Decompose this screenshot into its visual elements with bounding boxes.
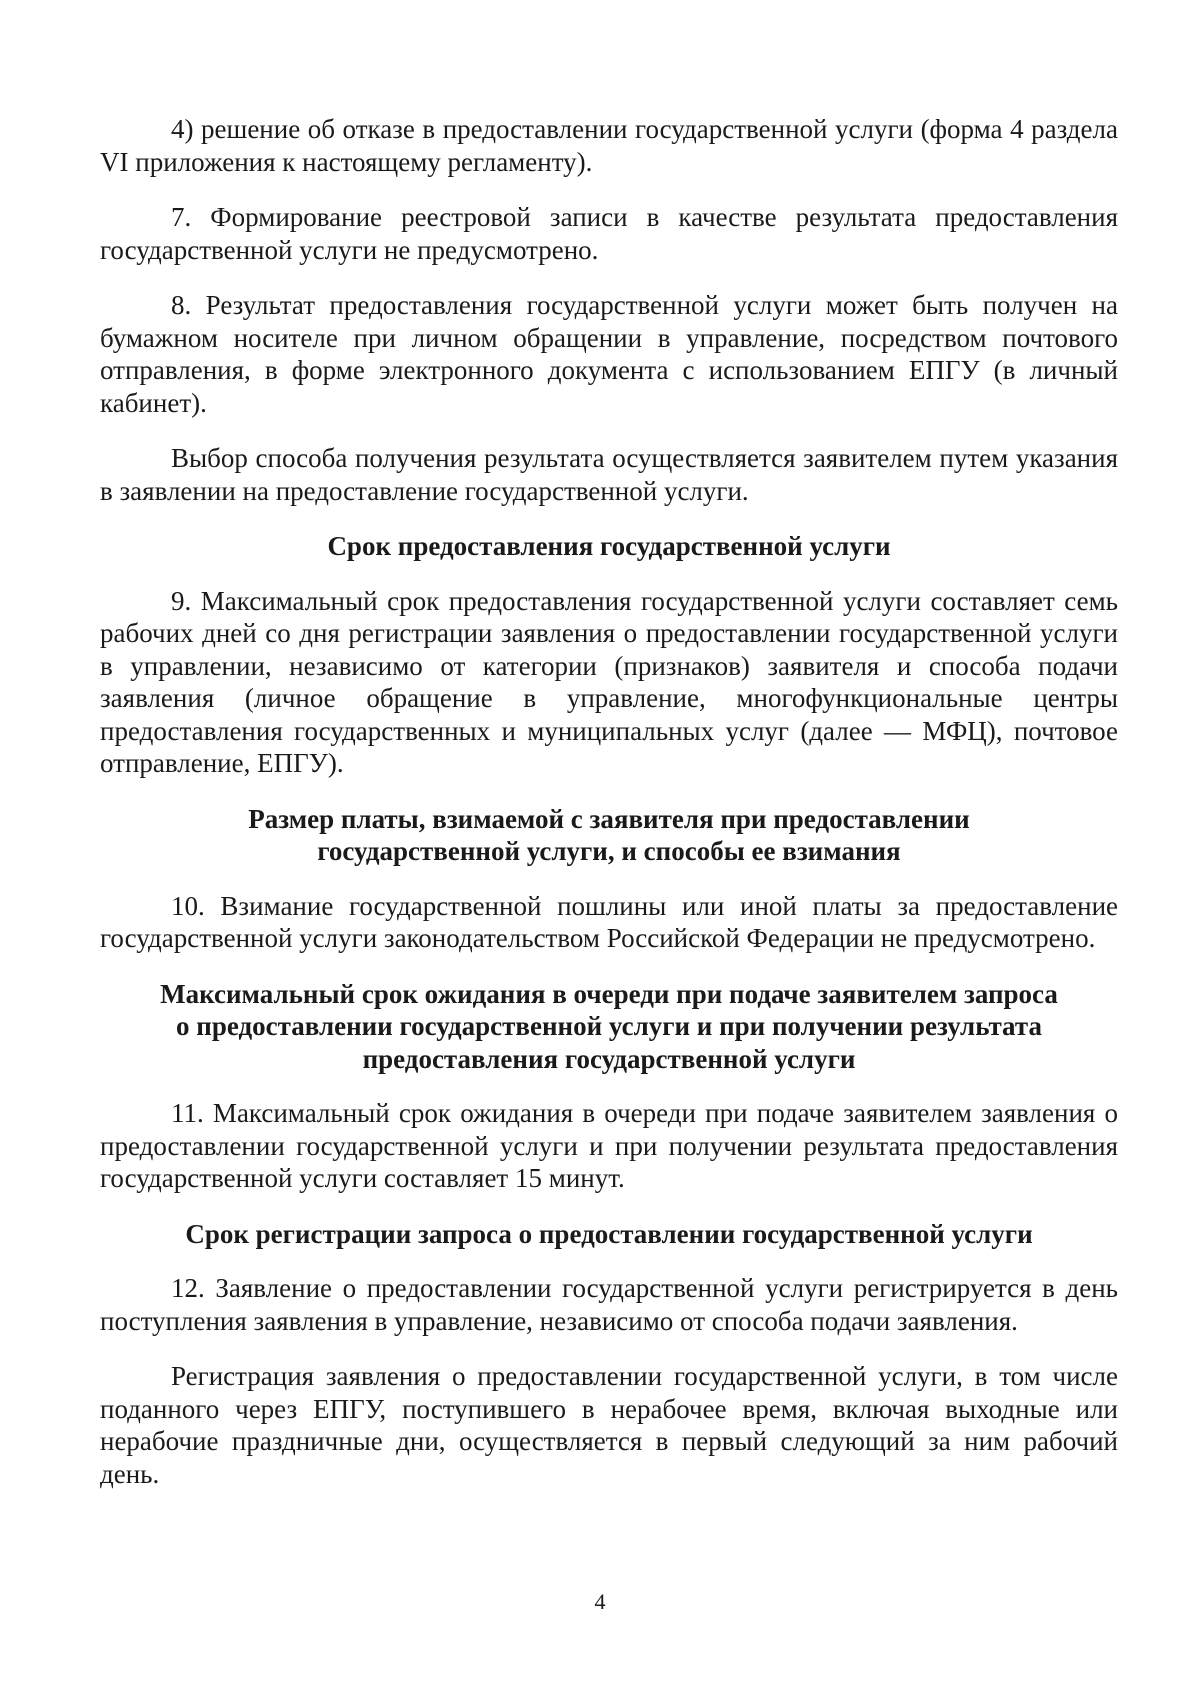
heading-term-line: Срок предоставления государственной услуги	[327, 531, 891, 561]
heading-queue-line: о предоставлении государственной услуги и при получении результата	[176, 1011, 1042, 1041]
paragraph-12: 12. Заявление о предоставлении государственной услуги регистрируется в день поступления заявления в управление, независимо от способа подачи заявления.	[100, 1273, 1118, 1336]
paragraph-10: 10. Взимание государственной пошлины или иной платы за предоставление государственной услуги законодательством Российской Федерации не предусмотрено.	[100, 890, 1118, 953]
paragraph-12-registration: Регистрация заявления о предоставлении государственной услуги, в том числе поданного через ЕПГУ, поступившего в нерабочее время, включая выходные или нерабочие праздничные дни, осуществляется в первый следующий за ним рабочий день.	[100, 1361, 1118, 1489]
heading-registration	[100, 1218, 1118, 1251]
paragraph-8-choice: Выбор способа получения результата осуществляется заявителем путем указания в заявлении на предоставление государственной услуги.	[100, 443, 1118, 506]
document-page	[100, 113, 1118, 1513]
heading-queue	[100, 978, 1118, 1076]
paragraph-7: 7. Формирование реестровой записи в качестве результата предоставления государственной услуги не предусмотрено.	[100, 202, 1118, 265]
page-number: 4	[594, 1589, 606, 1614]
paragraph-11: 11. Максимальный срок ожидания в очереди при подаче заявителем заявления о предоставлении государственной услуги и при получении результата предоставления государственной услуги составляет 15 минут.	[100, 1098, 1118, 1193]
heading-fee-line: государственной услуги, и способы ее взимания	[317, 836, 901, 866]
paragraph-8: 8. Результат предоставления государственной услуги может быть получен на бумажном носителе при личном обращении в управление, посредством почтового отправления, в форме электронного документа с использованием ЕПГУ (в личный кабинет).	[100, 290, 1118, 418]
heading-term	[100, 530, 1118, 563]
heading-queue-line: Максимальный срок ожидания в очереди при подаче заявителем запроса	[160, 978, 1058, 1009]
paragraph-9: 9. Максимальный срок предоставления государственной услуги составляет семь рабочих дней со дня регистрации заявления о предоставлении государственной услуги в управлении, независимо от категории (признаков) заявителя и способа подачи заявления (личное обращение в управление, многофункциональные центры предоставления государственных и муниципальных услуг (далее — МФЦ), почтовое отправление, ЕПГУ).	[100, 585, 1118, 778]
heading-fee-line: Размер платы, взимаемой с заявителя при предоставлении	[248, 803, 970, 834]
heading-registration-line: Срок регистрации запроса о предоставлении государственной услуги	[185, 1218, 1033, 1249]
paragraph-decision-refusal: 4) решение об отказе в предоставлении государственной услуги (форма 4 раздела VI приложения к настоящему регламенту).	[100, 114, 1118, 177]
heading-queue-line: предоставления государственной услуги	[362, 1043, 856, 1074]
heading-fee	[100, 803, 1118, 868]
